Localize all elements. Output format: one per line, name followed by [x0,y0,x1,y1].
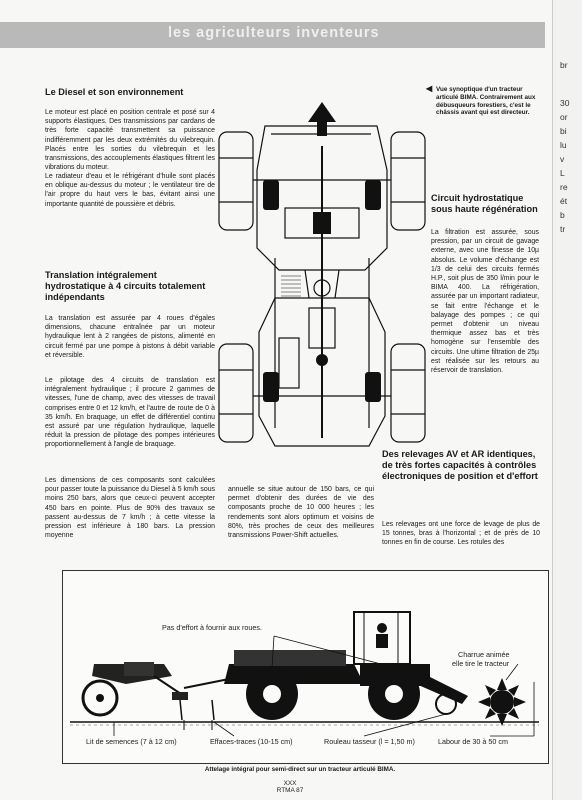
hydraulic-motor-front-right [365,180,381,210]
margin-glyph: b [560,210,565,220]
animated-plough-rotor [478,678,526,726]
hydraulic-motor-front-left [263,180,279,210]
figure-label-plough-2: elle tire le tracteur [452,659,510,668]
caption-arrow-icon: ◀ [426,84,433,93]
page-number: XXX [283,780,297,787]
margin-glyph: or [560,112,568,122]
figure-label-no-effort: Pas d'effort à fournir aux roues. [162,623,262,632]
heading-diesel: Le Diesel et son environnement [45,87,184,97]
paragraph: Le moteur est placé en position centrale et posé sur 4 supports élastiques. Des transmissions par cardans de très forte capacité transmettent sa puissance indifféremment par les deux extrémités du vilebrequin. Placés entre les sorties du vilebrequin et les transmissions, des accouplements élastiques filtrent les vibrations du moteur. [45,109,215,172]
synoptic-caption-block [426,84,541,117]
margin-glyph: ét [560,196,568,206]
margin-glyph: v [560,154,565,164]
margin-glyph: bi [560,126,567,136]
margin-glyph: L [560,168,565,178]
paragraph: La filtration est assurée, sous pression, par un circuit de gavage externe, avec une finesse de 10µ absolus. Le volume d'échange est 1/3 de celui des circuits fermés H.P., soit plus de 350 l/min pour le BIMA 400. La réfrigération, assurée par un important radiateur, se fait entre l'échange et le balayage des pompes ; ce qui permet d'obtenir un niveau thermique assez bas et très homogène sur l'ensemble des circuits. Une ultime filtration de 25µ est réalisée sur les retours au réservoir de translation. [431,229,539,375]
adjacent-page-strip [552,0,582,800]
figure-label-plough-1: Charrue animée [458,650,510,659]
paragraph: Les relevages ont une force de levage de plus de 15 tonnes, bras à l'horizontal ; et de près de 10 tonnes en fin de course. Les rotules des [382,521,540,547]
figure-label-ploughing-depth: Labour de 30 à 50 cm [438,737,508,746]
margin-glyph: lu [560,140,567,150]
rear-right-wheel [391,344,425,442]
hydraulic-motor-rear-left [263,372,279,402]
margin-glyph: 30 [560,98,570,108]
paragraph: annuelle se situe autour de 150 bars, ce qui permet d'obtenir des durées de vie des composants proche de 10 000 heures ; les rendements sont alors optimum et voisins de 80%, très proches de ceux des meilleures transmissions Power-Shift actuelles. [228,486,374,540]
figure-label-seedbed: Lit de semences (7 à 12 cm) [86,737,177,746]
pump-cluster [316,354,328,366]
front-right-wheel [391,132,425,230]
paragraph: Le pilotage des 4 circuits de translation est intégralement hydraulique ; il procure 2 gammes de vitesses, l'une de champ, avec des vitesses de travail comprises entre 0 et 12 km/h, et l'autre de route de 0 à 35 km/h. En braquage, un effet de différentiel continu est assuré par une régulation hydraulique, laquelle réduit la pression de pilotage des pompes intérieures proportionnellement à l'angle de braquage. [45,377,215,449]
forward-direction-arrow [308,102,336,136]
rear-left-wheel [219,344,253,442]
paragraph: Le radiateur d'eau et le réfrigérant d'huile sont placés en oblique au-dessus du moteur ; le ventilateur tire de l'air propre du haut vers le bas, évitant ainsi une importante quantité de poussière et débris. [45,173,215,208]
figure-label-packer: Rouleau tasseur (l = 1,50 m) [324,737,415,746]
synoptic-caption: Vue synoptique d'un tracteur articulé BIMA. Contrairement aux débusqueurs forestiers, c'est le châssis avant qui est directeur. [436,86,536,117]
paragraph: La translation est assurée par 4 roues d'égales dimensions, chacune entraînée par un moteur hydraulique lent à 2 rangées de pistons, alimenté en circuit fermé par une pompe à pistons à débit variable et réversible. [45,315,215,359]
heading-relevages: Des relevages AV et AR identiques, de très fortes capacités à contrôles électroniques de position et d'effort [382,449,538,481]
hydraulic-motor-rear-right [365,372,381,402]
margin-glyph: br [560,60,568,70]
margin-glyph: re [560,182,568,192]
figure-caption: Attelage intégral pour semi-direct sur un tracteur articulé BIMA. [204,766,396,773]
paragraph: Les dimensions de ces composants sont calculées pour passer toute la puissance du Diesel à 5 km/h sous moins 250 bars, alors que ceux-ci peuvent accepter 450 bars en pointe. Plus de 90% des travaux se passent au-dessus de 7 km/h ; à cette vitesse la pression est inférieure à 180 bars. La pression moyenne [45,477,215,540]
gearbox [313,212,331,234]
section-title: les agriculteurs inventeurs [168,25,380,41]
chassis-synoptic-diagram [205,98,435,478]
front-left-wheel [219,132,253,230]
heading-translation: Translation intégralement hydrostatique à 4 circuits totalement indépendants [45,270,206,302]
journal-reference: RTMA 87 [276,787,304,794]
margin-glyph: tr [560,224,566,234]
heading-hydrostatic: Circuit hydrostatique sous haute régénération [431,193,538,214]
figure-label-track-eraser: Effaces-traces (10-15 cm) [210,737,293,746]
